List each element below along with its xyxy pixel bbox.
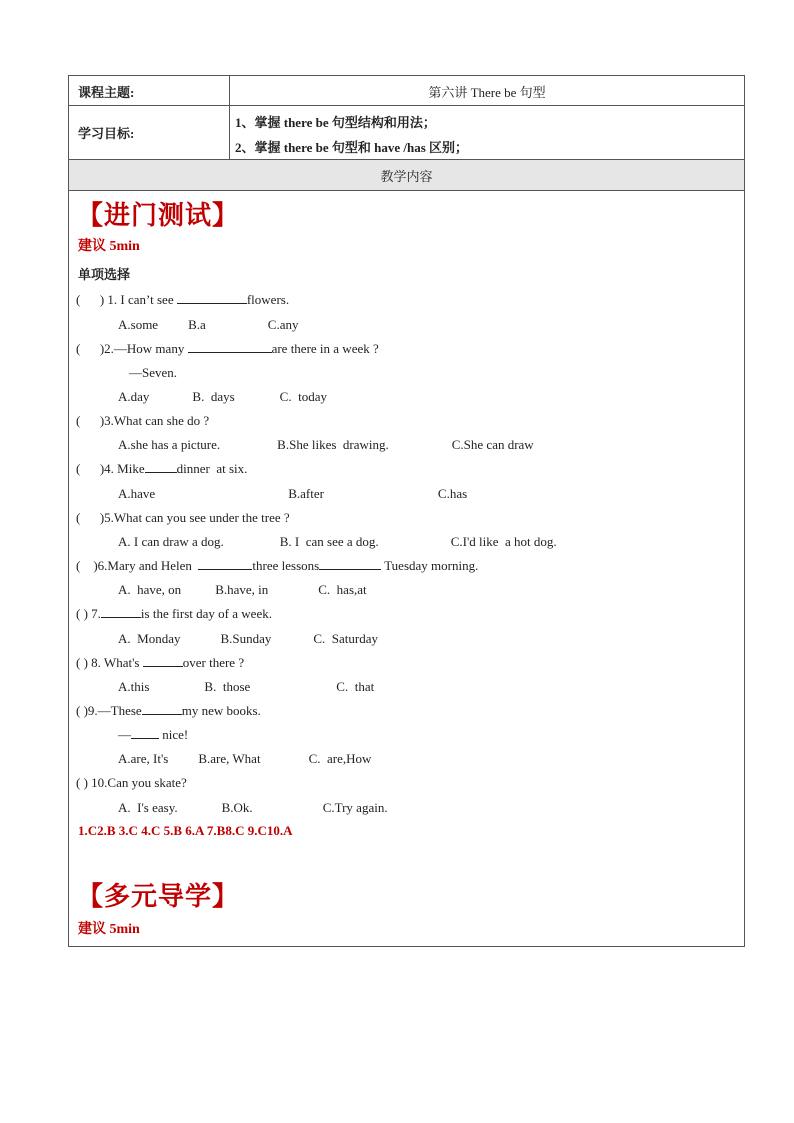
answer-key: 1.C2.B 3.C 4.C 5.B 6.A 7.B8.C 9.C10.A — [78, 823, 293, 838]
content-header: 教学内容 — [380, 169, 433, 184]
goal-label: 学习目标: — [78, 126, 135, 141]
question-8-options: A.this B. those C. that — [118, 679, 375, 694]
question-10: ( ) 10.Can you skate? — [76, 775, 187, 790]
section2-title: 【多元导学】 — [77, 882, 240, 912]
question-3-options: A.she has a picture. B.She likes drawing. C.She can draw — [118, 437, 534, 452]
question-2-reply: —Seven. — [129, 365, 178, 380]
question-7: ( ) 7. is the first day of a week. — [76, 606, 272, 621]
question-1-options: A.some B.a C.any — [118, 317, 299, 332]
question-7-options: A. Monday B.Sunday C. Saturday — [118, 631, 379, 646]
section1-time: 建议 5min — [78, 239, 140, 254]
topic-value: 第六讲 There be 句型 — [428, 85, 546, 100]
content-header-row — [69, 160, 744, 191]
goal-row — [69, 106, 744, 160]
lesson-table — [68, 75, 745, 947]
question-3: ( )3.What can she do ? — [76, 413, 210, 428]
section1-subhead: 单项选择 — [78, 267, 131, 282]
question-9-options: A.are, It's B.are, What C. are,How — [118, 751, 372, 766]
question-8: ( ) 8. What's over there ? — [76, 655, 245, 670]
question-9-reply: — nice! — [118, 727, 189, 742]
question-9: ( )9.—These my new books. — [76, 703, 261, 718]
goal-1: 1、掌握 there be 句型结构和用法； — [235, 115, 436, 130]
question-6: ( )6.Mary and Helen three lessons Tuesday morning. — [76, 558, 479, 573]
question-10-options: A. I's easy. B.Ok. C.Try again. — [118, 800, 388, 815]
goal-2: 2、掌握 there be 句型和 have /has 区别； — [235, 140, 469, 155]
question-6-options: A. have, on B.have, in C. has,at — [118, 582, 367, 597]
question-4: ( )4. Mike dinner at six. — [76, 461, 248, 476]
question-2: ( )2.—How many are there in a week ? — [76, 341, 379, 356]
question-5-options: A. I can draw a dog. B. I can see a dog. C.I'd like a hot dog. — [118, 534, 557, 549]
topic-row — [69, 76, 744, 106]
section1-title: 【进门测试】 — [77, 201, 240, 231]
topic-label: 课程主题: — [78, 85, 135, 100]
question-5: ( )5.What can you see under the tree ? — [76, 510, 290, 525]
question-1: ( ) 1. I can’t see flowers. — [76, 292, 290, 307]
question-4-options: A.have B.after C.has — [118, 486, 468, 501]
question-2-options: A.day B. days C. today — [118, 389, 327, 404]
section2-time: 建议 5min — [78, 922, 140, 937]
